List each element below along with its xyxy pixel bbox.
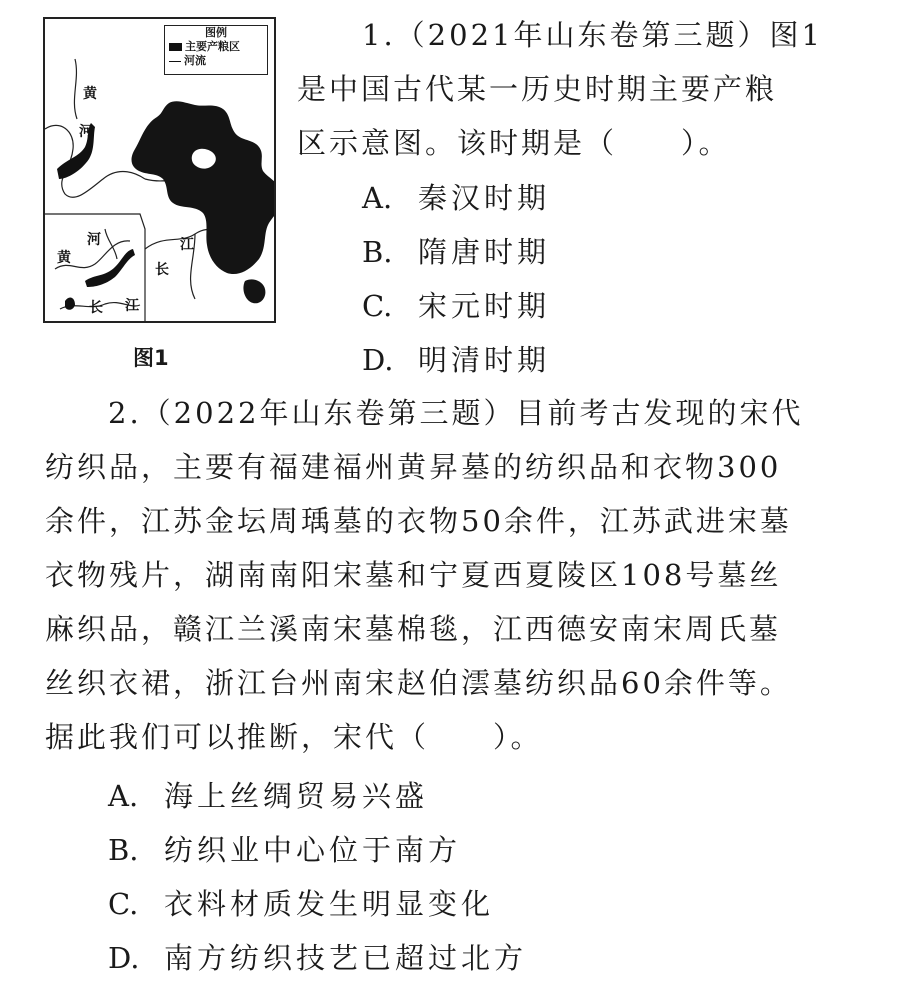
q1-line-1: 1.（2021年山东卷第三题）图1 [362, 18, 823, 52]
option-text: 宋元时期 [418, 289, 551, 323]
legend-title: 图例 [205, 26, 227, 39]
river-swatch [169, 61, 181, 62]
inset-label-huang: 黄 [57, 250, 71, 266]
option-text: 隋唐时期 [418, 235, 551, 269]
map-label-huang: 黄 [83, 86, 97, 102]
map-legend [164, 25, 268, 75]
grain-region-map [43, 17, 276, 323]
option-label: C. [108, 887, 139, 921]
legend-grain-label: 主要产粮区 [185, 40, 240, 53]
q1-option-b [362, 230, 550, 271]
q1-line-2: 是中国古代某一历史时期主要产粮 [297, 72, 778, 106]
q2-line-1: 2.（2022年山东卷第三题）目前考古发现的宋代 [108, 396, 804, 430]
legend-item-grain [165, 40, 267, 54]
q1-option-c [362, 284, 550, 325]
inset-label-jiang: 江 [125, 298, 139, 314]
legend-item-river [165, 54, 267, 68]
inset-label-he: 河 [87, 232, 101, 248]
option-label: D. [108, 941, 140, 975]
q2-option-b [108, 828, 461, 869]
inset-label-chang: 长 [89, 300, 103, 316]
option-text: 南方纺织技艺已超过北方 [164, 941, 528, 975]
option-text: 纺织业中心位于南方 [164, 833, 462, 867]
map-label-jiang: 江 [180, 237, 194, 253]
q2-option-c [108, 882, 494, 923]
option-text: 秦汉时期 [418, 181, 551, 215]
map-label-chang: 长 [155, 262, 169, 278]
legend-river-label: 河流 [184, 54, 206, 67]
option-label: B. [362, 235, 393, 269]
q2-line-6: 丝织衣裙，浙江台州南宋赵伯澐墓纺织品60余件等。 [45, 666, 792, 700]
q2-option-d [108, 936, 527, 977]
q2-line-2: 纺织品，主要有福建福州黄昇墓的纺织品和衣物300 [45, 450, 782, 484]
q2-line-4: 衣物残片，湖南南阳宋墓和宁夏西夏陵区108号墓丝 [45, 558, 782, 592]
option-label: A. [362, 181, 393, 215]
option-label: C. [362, 289, 393, 323]
q2-line-5: 麻织品，赣江兰溪南宋墓棉毯，江西德安南宋周氏墓 [45, 612, 782, 646]
option-label: D. [362, 343, 394, 377]
figure-caption: 图1 [133, 346, 169, 370]
q2-line-7: 据此我们可以推断，宋代（ ）。 [45, 720, 543, 754]
option-label: B. [108, 833, 139, 867]
q1-line-3: 区示意图。该时期是（ ）。 [297, 126, 731, 160]
q2-option-a [108, 774, 428, 815]
option-text: 衣料材质发生明显变化 [164, 887, 495, 921]
option-label: A. [108, 779, 139, 813]
map-label-he: 河 [79, 124, 93, 140]
q1-option-d [362, 338, 550, 379]
option-text: 海上丝绸贸易兴盛 [164, 779, 429, 813]
option-text: 明清时期 [418, 343, 551, 377]
q2-line-3: 余件，江苏金坛周瑀墓的衣物50余件，江苏武进宋墓 [45, 504, 792, 538]
q1-option-a [362, 176, 550, 217]
grain-swatch [169, 43, 182, 51]
